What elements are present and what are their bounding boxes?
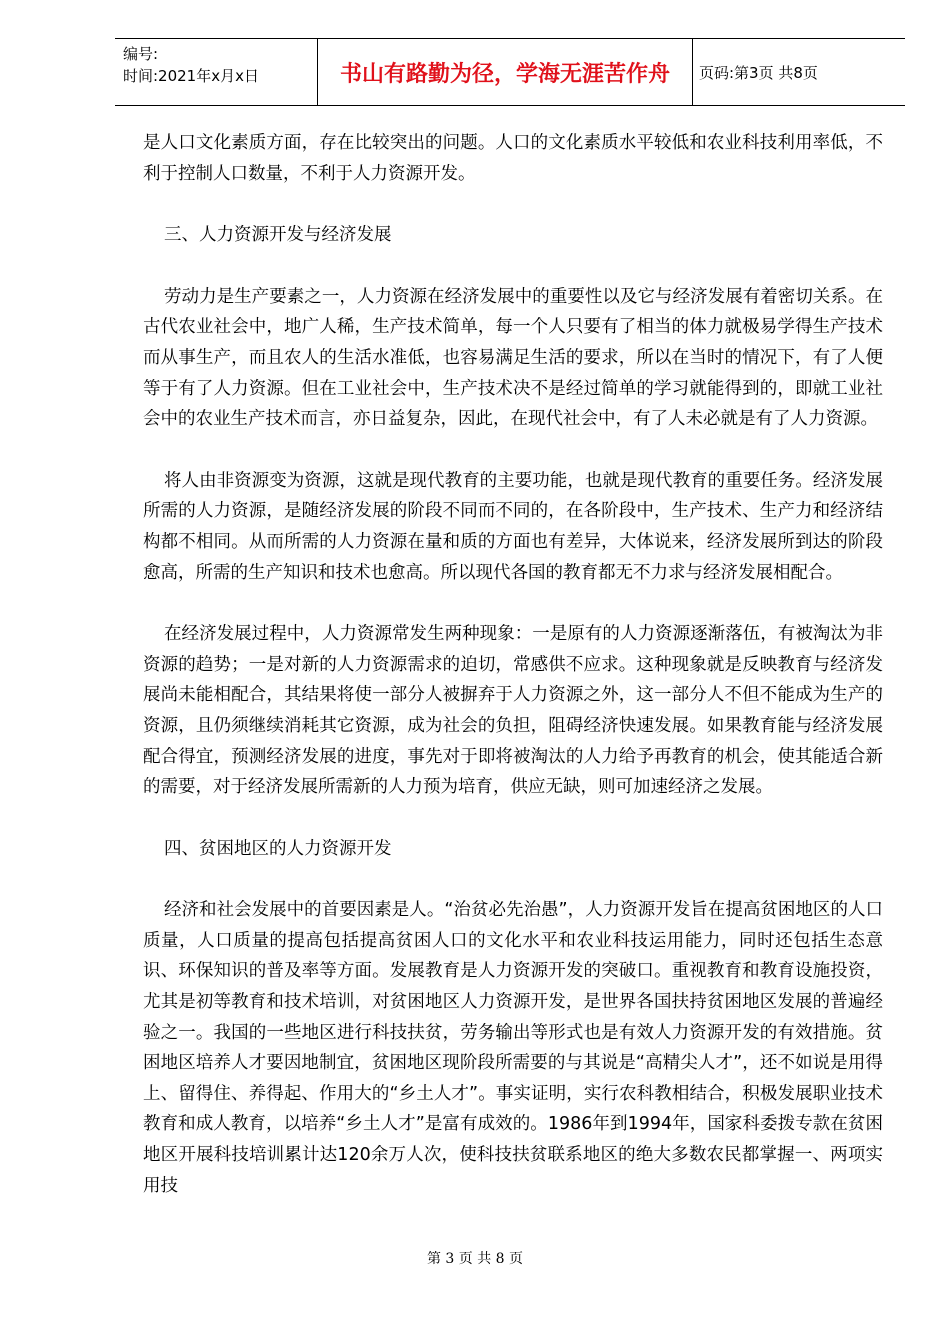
paragraph-continued: 是人口文化素质方面，存在比较突出的问题。人口的文化素质水平较低和农业科技利用率低，不利于控制人口数量，不利于人力资源开发。 — [143, 133, 883, 184]
section-heading-3: 三、人力资源开发与经济发展 — [164, 225, 392, 246]
header-meta — [123, 43, 259, 87]
document-time-label: 时间:2021年x月x日 — [123, 67, 259, 85]
header-motto: 书山有路勤为径，学海无涯苦作舟 — [317, 39, 693, 105]
paragraph: 经济和社会发展中的首要因素是人。“治贫必先治愚”，人力资源开发旨在提高贫困地区的人口质量，人口质量的提高包括提高贫困人口的文化水平和农业科技运用能力，同时还包括生态意识、环保知识的普及率等方面。发展教育是人力资源开发的突破口。重视教育和教育设施投资，尤其是初等教育和技术培训，对贫困地区人力资源开发，是世界各国扶持贫困地区发展的普遍经验之一。我国的一些地区进行科技扶贫，劳务输出等形式也是有效人力资源开发的有效措施。贫困地区培养人才要因地制宜，贫困地区现阶段所需要的与其说是“高精尖人才”，还不如说是用得上、留得住、养得起、作用大的“乡土人才”。事实证明，实行农科教相结合，积极发展职业技术教育和成人教育，以培养“乡土人才”是富有成效的。1986年到1994年，国家科委拨专款在贫困地区开展科技培训累计达120余万人次，使科技扶贫联系地区的绝大多数农民都掌握一、两项实用技 — [143, 900, 883, 1196]
page-footer: 第 3 页 共 8 页 — [426, 1251, 524, 1267]
document-body — [143, 128, 883, 1232]
paragraph: 将人由非资源变为资源，这就是现代教育的主要功能，也就是现代教育的重要任务。经济发展所需的人力资源，是随经济发展的阶段不同而不同的，在各阶段中，生产技术、生产力和经济结构都不相同。从而所需的人力资源在量和质的方面也有差异，大体说来，经济发展所到达的阶段愈高，所需的生产知识和技术也愈高。所以现代各国的教育都无不力求与经济发展相配合。 — [143, 470, 883, 583]
document-number-label: 编号: — [123, 45, 159, 63]
paragraph: 劳动力是生产要素之一，人力资源在经济发展中的重要性以及它与经济发展有着密切关系。在古代农业社会中，地广人稀，生产技术简单，每一个人只要有了相当的体力就极易学得生产技术而从事生产，而且农人的生活水准低，也容易满足生活的要求，所以在当时的情况下，有了人便等于有了人力资源。但在工业社会中，生产技术决不是经过简单的学习就能得到的，即就工业社会中的农业生产技术而言，亦日益复杂，因此，在现代社会中，有了人未必就是有了人力资源。 — [143, 286, 883, 430]
section-heading-4: 四、贫困地区的人力资源开发 — [164, 838, 392, 859]
paragraph: 在经济发展过程中，人力资源常发生两种现象：一是原有的人力资源逐渐落伍，有被淘汰为非资源的趋势；一是对新的人力资源需求的迫切，常感供不应求。这种现象就是反映教育与经济发展尚未能相配合，其结果将使一部分人被摒弃于人力资源之外，这一部分人不但不能成为生产的资源，且仍须继续消耗其它资源，成为社会的负担，阻碍经济快速发展。如果教育能与经济发展配合得宜，预测经济发展的进度，事先对于即将被淘汰的人力给予再教育的机会，使其能适合新的需要，对于经济发展所需新的人力预为培育，供应无缺，则可加速经济之发展。 — [143, 624, 883, 798]
page-header — [115, 38, 905, 106]
header-page-info: 页码:第3页 共8页 — [699, 63, 818, 82]
